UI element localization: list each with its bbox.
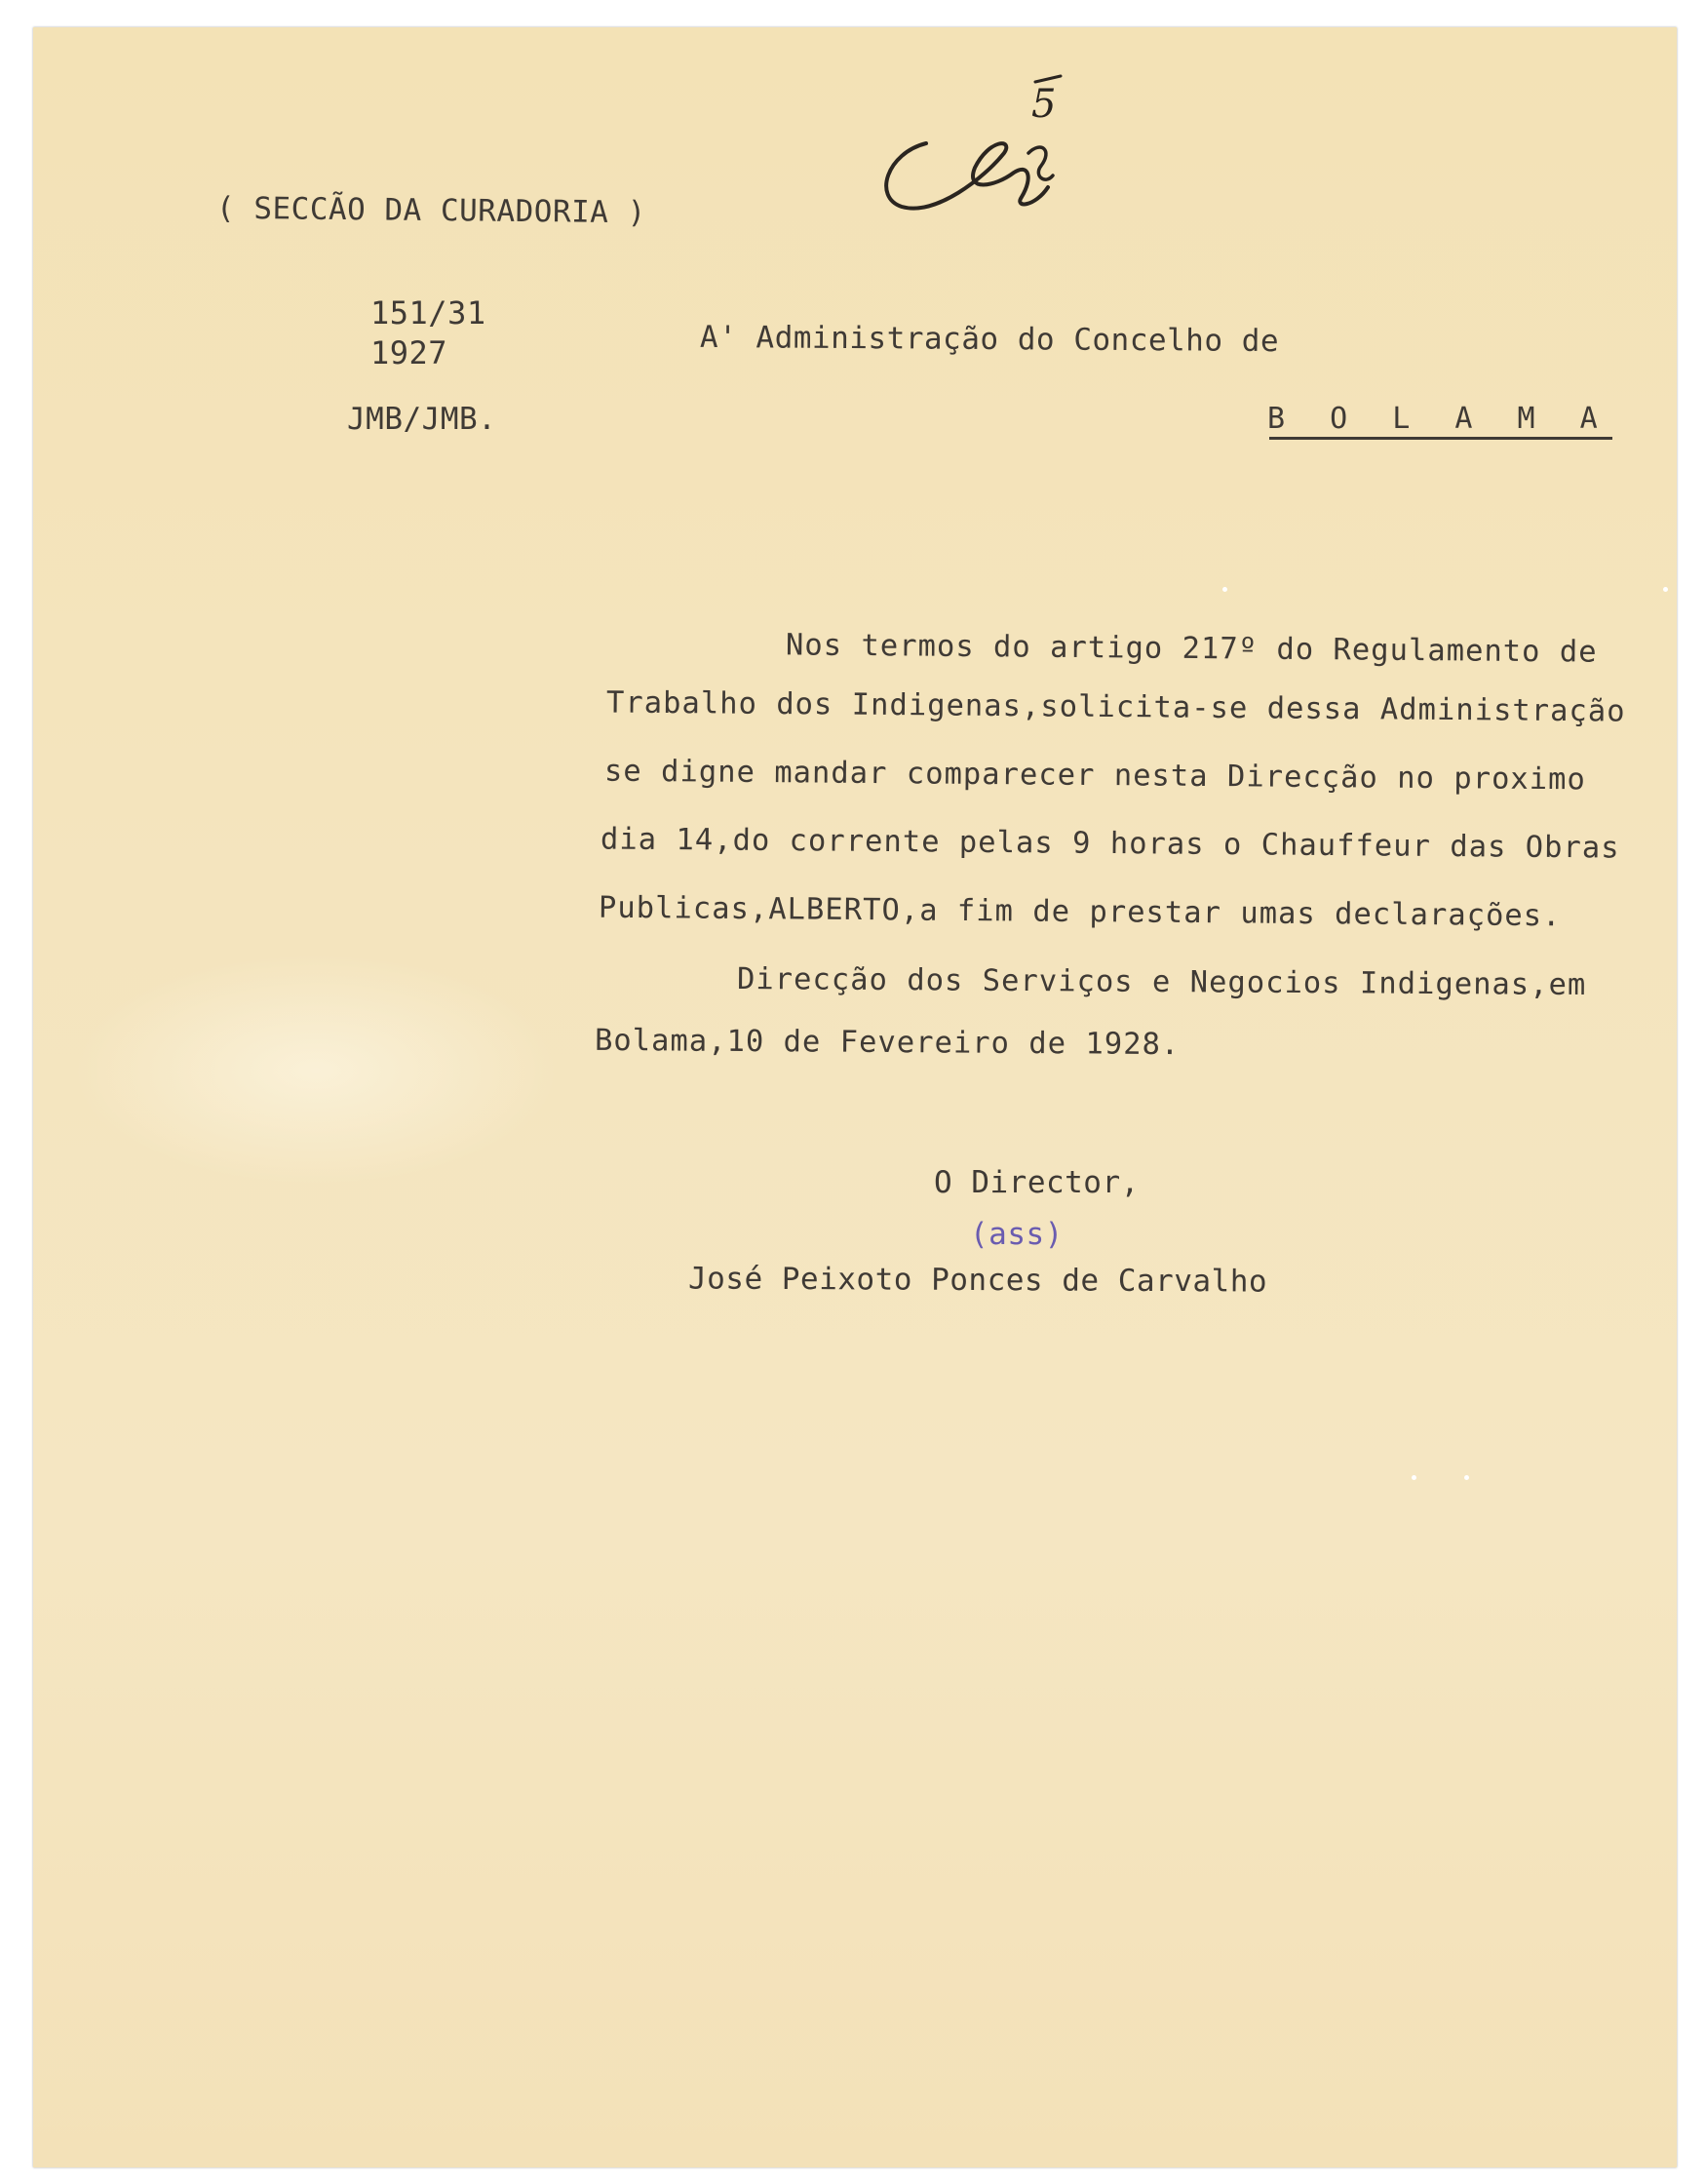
- paper-speck: [1412, 1475, 1416, 1480]
- recipient-name: B O L A M A: [1267, 402, 1611, 436]
- handwritten-folio-mark: [868, 60, 1092, 246]
- flourish-stroke: [886, 143, 1048, 209]
- body-line: Nos termos do artigo 217º do Regulamento de: [785, 628, 1598, 670]
- reference-year: 1927: [370, 334, 448, 371]
- section-heading: ( SECCÃO DA CURADORIA ): [215, 190, 646, 231]
- addressee-line: A' Administração do Concelho de: [699, 319, 1280, 360]
- body-line: Publicas,ALBERTO,a fim de prestar umas declarações.: [598, 890, 1562, 934]
- paper-speck: [1464, 1475, 1469, 1480]
- closing-line: Direcção dos Serviços e Negocios Indigenas,em: [736, 961, 1587, 1003]
- body-line: se digne mandar comparecer nesta Direcção no proximo: [603, 754, 1586, 798]
- reference-initials: JMB/JMB.: [347, 402, 497, 437]
- flourish-hook: [1028, 147, 1053, 179]
- closing-date-line: Bolama,10 de Fevereiro de 1928.: [594, 1023, 1181, 1063]
- body-line: Trabalho dos Indigenas,solicita-se dessa Administração: [605, 685, 1626, 729]
- signature-ass: (ass): [970, 1217, 1064, 1252]
- paper-speck: [1663, 587, 1668, 592]
- body-line: dia 14,do corrente pelas 9 horas o Chauffeur das Obras: [600, 822, 1620, 866]
- paper-speck: [1222, 587, 1227, 592]
- signatory-title: O Director,: [934, 1165, 1140, 1200]
- signatory-name: José Peixoto Ponces de Carvalho: [687, 1261, 1268, 1300]
- paper-stain: [72, 954, 560, 1188]
- folio-number: 5: [1031, 82, 1057, 127]
- reference-number: 151/31: [370, 294, 486, 332]
- recipient-underline: [1269, 437, 1612, 440]
